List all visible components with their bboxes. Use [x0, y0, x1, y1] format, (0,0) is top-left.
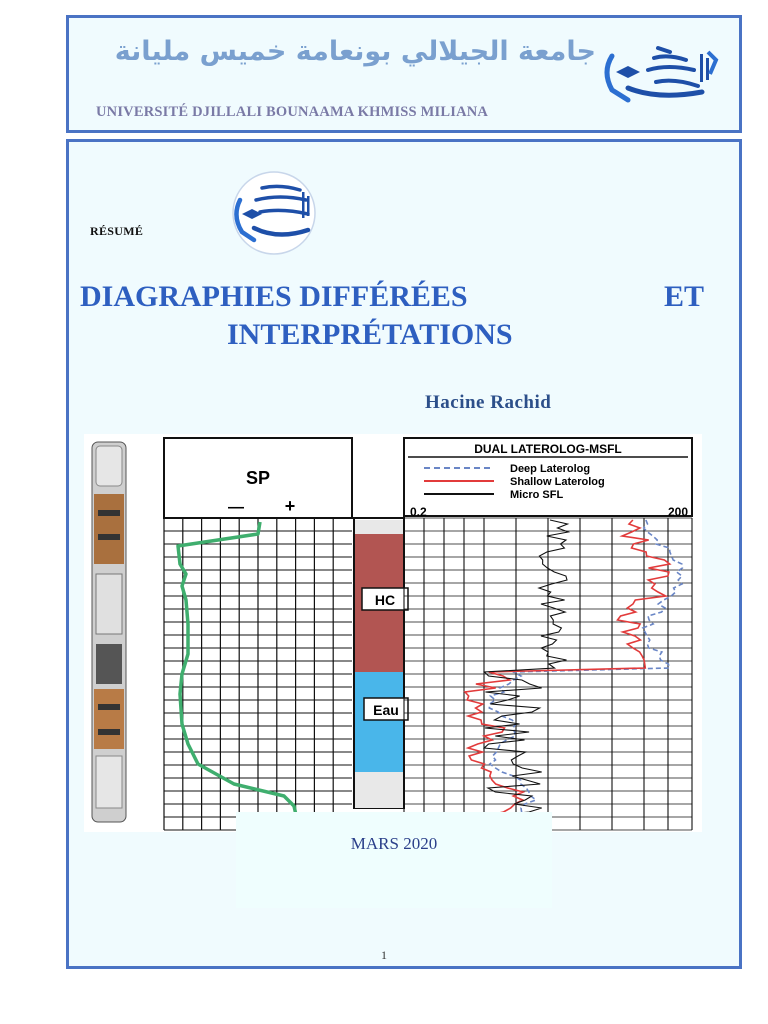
- page-number: 1: [381, 948, 387, 962]
- title-et: ET: [664, 280, 705, 313]
- zone-label-water: Eau: [373, 702, 399, 718]
- legend-deep: Deep Laterolog: [510, 463, 591, 475]
- well-log-figure: [84, 434, 702, 832]
- publication-date: MARS 2020: [350, 834, 438, 853]
- zone-label-hc: HC: [374, 592, 396, 608]
- university-french-name: UNIVERSITÉ DJILLALI BOUNAAMA KHMISS MILIANA: [96, 104, 489, 120]
- sp-minus: —: [228, 499, 244, 516]
- university-logo: [598, 38, 720, 108]
- log-title: DUAL LATEROLOG-MSFL: [474, 442, 622, 456]
- university-logo-round: [222, 170, 326, 256]
- water-zone: [355, 672, 403, 772]
- sp-plus: +: [284, 496, 296, 516]
- legend-shallow: Shallow Laterolog: [510, 476, 605, 488]
- legend-micro: Micro SFL: [510, 489, 564, 501]
- title-line-1: DIAGRAPHIES DIFFÉRÉES: [80, 280, 468, 313]
- date-box: [236, 812, 552, 908]
- university-arabic-name: جامعة الجيلالي بونعامة خميس مليانة: [114, 36, 596, 67]
- scale-max: 200: [667, 505, 688, 519]
- summary-label: RÉSUMÉ: [90, 224, 144, 238]
- logging-tool-image: [92, 442, 126, 822]
- title-line-2: INTERPRÉTATIONS: [227, 318, 513, 351]
- author-name: Hacine Rachid: [425, 392, 552, 413]
- sp-title: SP: [245, 468, 271, 488]
- scale-min: 0.2: [410, 505, 427, 519]
